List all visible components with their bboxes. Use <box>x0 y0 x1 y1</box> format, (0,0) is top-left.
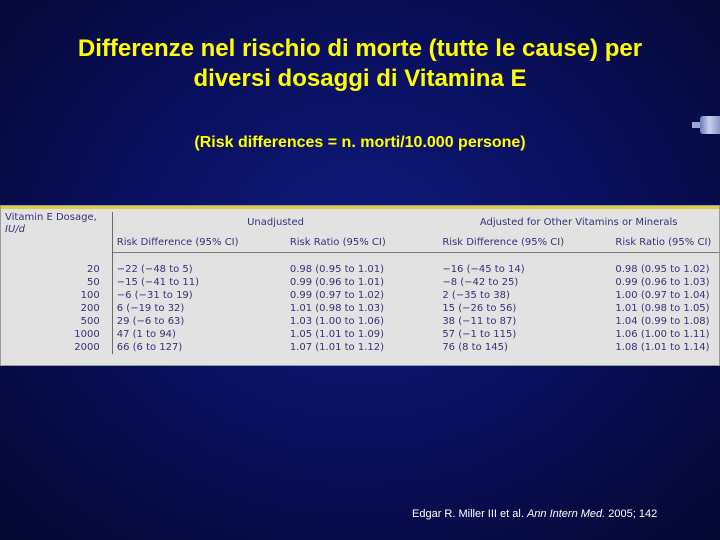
dose-cell: 200 <box>1 302 112 315</box>
citation-authors: Edgar R. Miller III et al. <box>412 508 527 520</box>
table-row <box>1 263 719 276</box>
table-row <box>1 302 719 315</box>
rr-unadjusted-cell: 1.03 (1.00 to 1.06) <box>289 316 385 327</box>
rd-unadjusted-cell: −15 (−41 to 11) <box>116 277 200 288</box>
table-top-border <box>1 206 719 209</box>
side-decoration <box>700 116 720 134</box>
rd-unadjusted-cell: 6 (−19 to 32) <box>116 303 185 314</box>
rd-adjusted-cell: −8 (−42 to 25) <box>442 277 519 288</box>
col-header-rd-adjusted: Risk Difference (95% CI) <box>438 232 611 253</box>
title-line-1: Differenze nel rischio di morte (tutte le cause) per <box>77 35 643 62</box>
citation-journal: Ann Intern Med. <box>526 508 606 520</box>
citation-year: 2005; 142 <box>605 508 658 520</box>
rr-adjusted-cell: 1.06 (1.00 to 1.11) <box>615 329 710 340</box>
col-header-rr-unadjusted: Risk Ratio (95% CI) <box>286 232 438 253</box>
dose-cell: 50 <box>1 276 112 289</box>
rd-adjusted-cell: 38 (−11 to 87) <box>442 316 517 327</box>
title-line-2: diversi dosaggi di Vitamina E <box>193 65 527 92</box>
dose-header <box>1 212 112 253</box>
rr-unadjusted-cell: 0.98 (0.95 to 1.01) <box>289 264 385 275</box>
group-header-unadjusted: Unadjusted <box>247 216 304 228</box>
rd-unadjusted-cell: 47 (1 to 94) <box>116 329 176 340</box>
group-header-row <box>1 212 719 232</box>
dose-cell: 500 <box>1 315 112 328</box>
table-row <box>1 276 719 289</box>
rd-unadjusted-cell: −6 (−31 to 19) <box>116 290 193 301</box>
table-row <box>1 341 719 354</box>
rr-unadjusted-cell: 1.05 (1.01 to 1.09) <box>289 329 385 340</box>
rd-unadjusted-cell: 29 (−6 to 63) <box>116 316 185 327</box>
data-table <box>1 212 719 354</box>
rr-unadjusted-cell: 0.99 (0.96 to 1.01) <box>289 277 385 288</box>
dose-header-line2: IU/d <box>5 224 25 235</box>
rr-unadjusted-cell: 0.99 (0.97 to 1.02) <box>289 290 385 301</box>
group-header-adjusted: Adjusted for Other Vitamins or Minerals <box>479 216 678 228</box>
rd-adjusted-cell: 76 (8 to 145) <box>442 342 508 353</box>
rr-adjusted-cell: 0.98 (0.95 to 1.02) <box>615 264 710 275</box>
rr-unadjusted-cell: 1.01 (0.98 to 1.03) <box>289 303 385 314</box>
rr-unadjusted-cell: 1.07 (1.01 to 1.12) <box>289 342 385 353</box>
rd-unadjusted-cell: −22 (−48 to 5) <box>116 264 193 275</box>
rd-unadjusted-cell: 66 (6 to 127) <box>116 342 183 353</box>
dose-cell: 20 <box>1 263 112 276</box>
dose-header-line1: Vitamin E Dosage, <box>5 212 97 223</box>
rr-adjusted-cell: 1.01 (0.98 to 1.05) <box>615 303 710 314</box>
table-row <box>1 289 719 302</box>
table-row <box>1 328 719 341</box>
rr-adjusted-cell: 1.00 (0.97 to 1.04) <box>615 290 710 301</box>
slide-subtitle: (Risk differences = n. morti/10.000 persone) <box>194 134 526 151</box>
rr-adjusted-cell: 1.04 (0.99 to 1.08) <box>615 316 710 327</box>
dose-cell: 1000 <box>1 328 112 341</box>
col-header-rr-adjusted: Risk Ratio (95% CI) <box>611 232 719 253</box>
rd-adjusted-cell: 15 (−26 to 56) <box>442 303 517 314</box>
rd-adjusted-cell: 2 (−35 to 38) <box>442 290 510 301</box>
rd-adjusted-cell: −16 (−45 to 14) <box>442 264 525 275</box>
dose-cell: 2000 <box>1 341 112 354</box>
spacer-row <box>1 253 719 264</box>
dose-cell: 100 <box>1 289 112 302</box>
col-header-rd-unadjusted: Risk Difference (95% CI) <box>112 232 286 253</box>
slide-title <box>0 34 720 94</box>
table-row <box>1 315 719 328</box>
results-table <box>0 205 720 366</box>
rr-adjusted-cell: 0.99 (0.96 to 1.03) <box>615 277 710 288</box>
rd-adjusted-cell: 57 (−1 to 115) <box>442 329 517 340</box>
source-citation <box>412 508 657 520</box>
rr-adjusted-cell: 1.08 (1.01 to 1.14) <box>615 342 710 353</box>
